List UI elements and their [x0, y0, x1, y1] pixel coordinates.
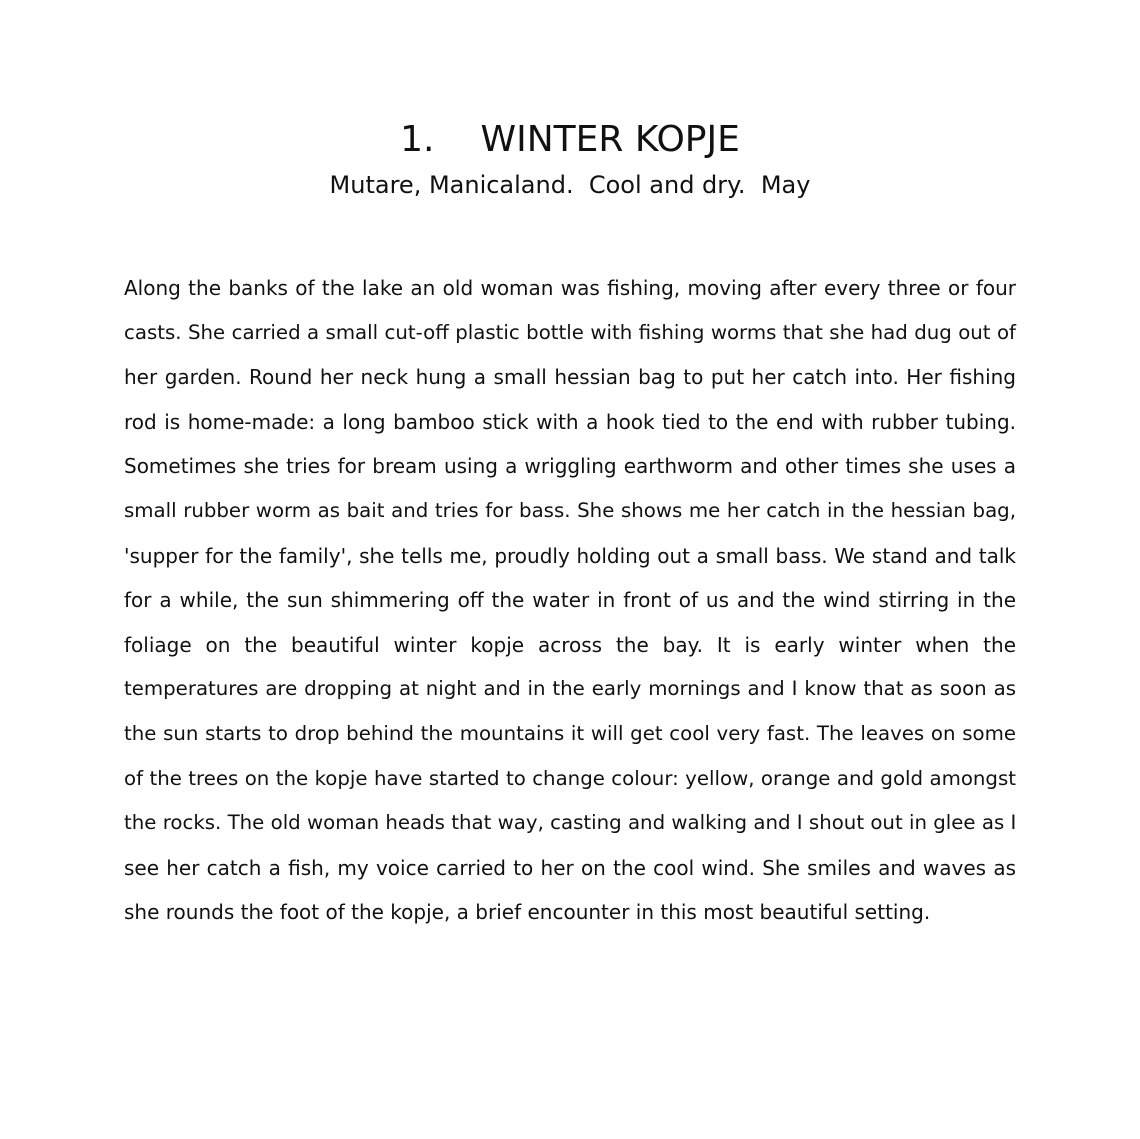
paragraph-line: the rocks. The old woman heads that way, casting and walking and I shout out in glee as I: [124, 811, 1017, 835]
paragraph-line: see her catch a fish, my voice carried to her on the cool wind. She smiles and waves as: [124, 855, 1016, 880]
chapter-title: [0, 118, 1140, 162]
body-paragraph: [124, 266, 1016, 935]
paragraph-line: of the trees on the kopje have started to change colour: yellow, orange and gold amongst: [124, 766, 1016, 790]
chapter-number: 1.: [400, 119, 435, 160]
paragraph-line: the sun starts to drop behind the mountains it will get cool very fast. The leaves on some: [124, 721, 1016, 745]
paragraph-line: she rounds the foot of the kopje, a brief encounter in this most beautiful setting.: [124, 900, 931, 925]
paragraph-line: for a while, the sun shimmering off the water in front of us and the wind stirring in the: [124, 588, 1016, 613]
chapter-subtitle: Mutare, Manicaland. Cool and dry. May: [329, 171, 811, 199]
paragraph-line: rod is home-made: a long bamboo stick with a hook tied to the end with rubber tubing.: [124, 409, 1016, 434]
paragraph-line: 'supper for the family', she tells me, proudly holding out a small bass. We stand and talk: [124, 543, 1016, 568]
paragraph-line: foliage on the beautiful winter kopje across the bay. It is early winter when the: [124, 632, 1016, 657]
paragraph-line: Sometimes she tries for bream using a wriggling earthworm and other times she uses a: [124, 454, 1016, 479]
paragraph-line: temperatures are dropping at night and in the early mornings and I know that as soon as: [124, 677, 1016, 701]
paragraph-line: Along the banks of the lake an old woman was fishing, moving after every three or four: [124, 276, 1016, 300]
paragraph-line: casts. She carried a small cut-off plastic bottle with fishing worms that she had dug out of: [124, 320, 1016, 344]
chapter-title-text: WINTER KOPJE: [480, 119, 740, 160]
paragraph-line: small rubber worm as bait and tries for bass. She shows me her catch in the hessian bag,: [124, 498, 1016, 522]
paragraph-line: her garden. Round her neck hung a small hessian bag to put her catch into. Her fishing: [124, 365, 1016, 390]
